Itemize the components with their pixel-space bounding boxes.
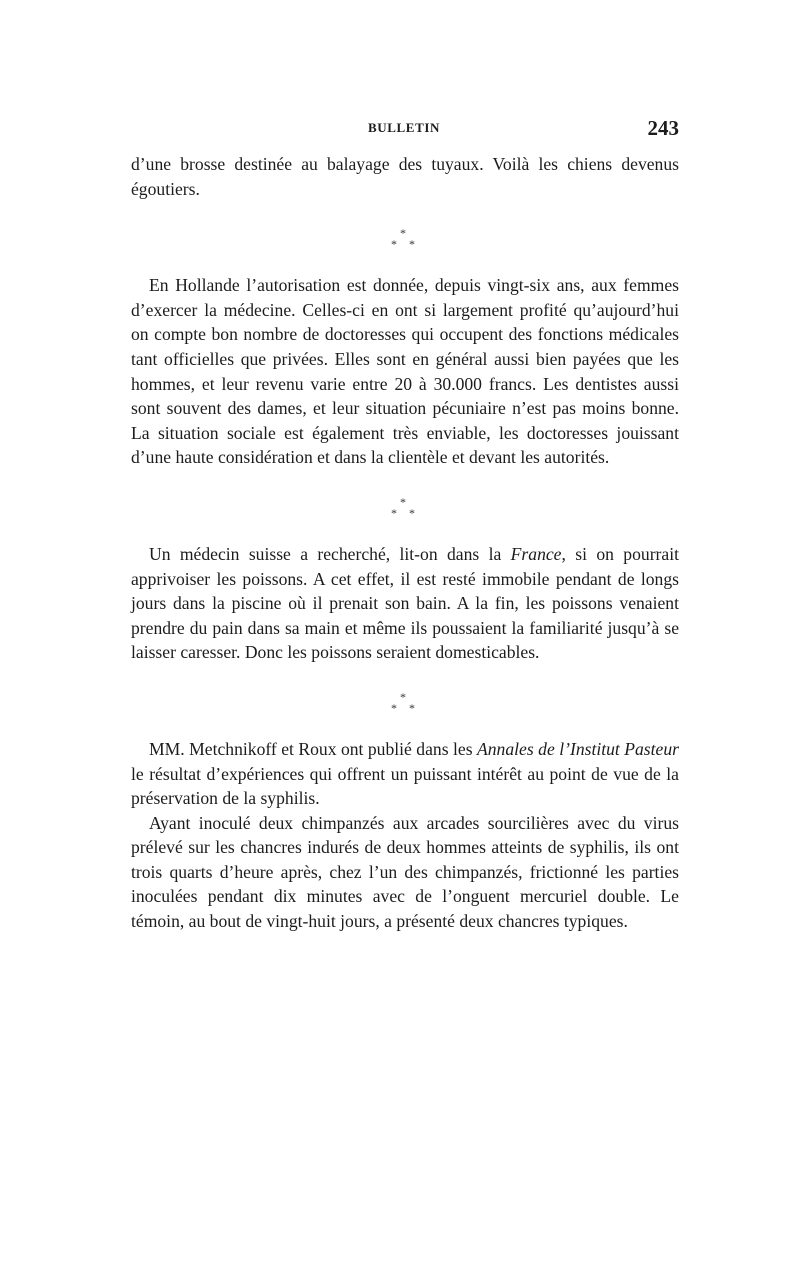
running-header [131, 118, 679, 144]
book-page [131, 118, 679, 934]
page-number: 243 [647, 116, 679, 140]
text-run: Un médecin suisse a recherché, lit-on dans la [149, 543, 511, 564]
asterism-star: * [400, 226, 406, 241]
italic-publication-title: France [510, 543, 562, 564]
paragraph-women-doctors-holland: En Hollande l’autorisation est donnée, depuis vingt-six ans, aux femmes d’exercer la médecine. Celles-ci en ont si largement profité qu’aujourd’hui on compte bon nombre de doctoresses qui occupent des fonctions médicales tant officielles que privées. Elles sont en général aussi bien payées que les hommes, et leur revenu varie entre 20 à 30.000 francs. Les dentistes aussi sont souvent des dames, et leur situation pécuniaire n’est pas moins bonne. La situation sociale est également très enviable, les doctoresses jouissant d’une haute considération et dans la clientèle et devant les autorités. [131, 275, 679, 468]
asterism-star: * [400, 494, 406, 509]
text-run: MM. Metchnikoff et Roux ont publié dans les [149, 738, 478, 759]
asterism-star: * [409, 700, 415, 715]
asterism-star: * [391, 700, 397, 715]
paragraph-swiss-doctor-fish [131, 542, 679, 665]
asterism-divider [385, 691, 425, 717]
asterism-star: * [409, 505, 415, 520]
paragraph-sewer-dogs: d’une brosse destinée au balayage des tuyaux. Voilà les chiens devenus égoutiers. [131, 154, 679, 199]
asterism-star: * [409, 237, 415, 252]
text-run: le résultat d’expériences qui offrent un puissant intérêt au point de vue de la préservation de la syphilis. [131, 763, 679, 809]
running-title: BULLETIN [368, 120, 440, 135]
asterism-star: * [391, 505, 397, 520]
asterism-star: * [391, 237, 397, 252]
asterism-divider [385, 496, 425, 522]
paragraph-metchnikoff-roux [131, 737, 679, 811]
asterism-star: * [400, 689, 406, 704]
asterism-divider [385, 227, 425, 253]
italic-publication-title: Annales de l’Institut Pasteur [477, 738, 679, 759]
text-run: , si on pourrait apprivoiser les poissons. A cet effet, il est resté immobile pendant de longs jours dans la piscine où il prenait son bain. A la fin, les poissons venaient prendre du pain dans sa main et même ils poussaient la familiarité jusqu’à se laisser caresser. Donc les poissons seraient domesticables. [131, 543, 679, 663]
paragraph-chimpanzee-experiment: Ayant inoculé deux chimpanzés aux arcades sourcilières avec du virus prélevé sur les chancres indurés de deux hommes atteints de syphilis, ils ont trois quarts d’heure après, chez l’un des chimpanzés, frictionné les parties inoculées pendant dix minutes avec de l’onguent mercuriel double. Le témoin, au bout de vingt-huit jours, a présenté deux chancres typiques. [131, 812, 679, 932]
